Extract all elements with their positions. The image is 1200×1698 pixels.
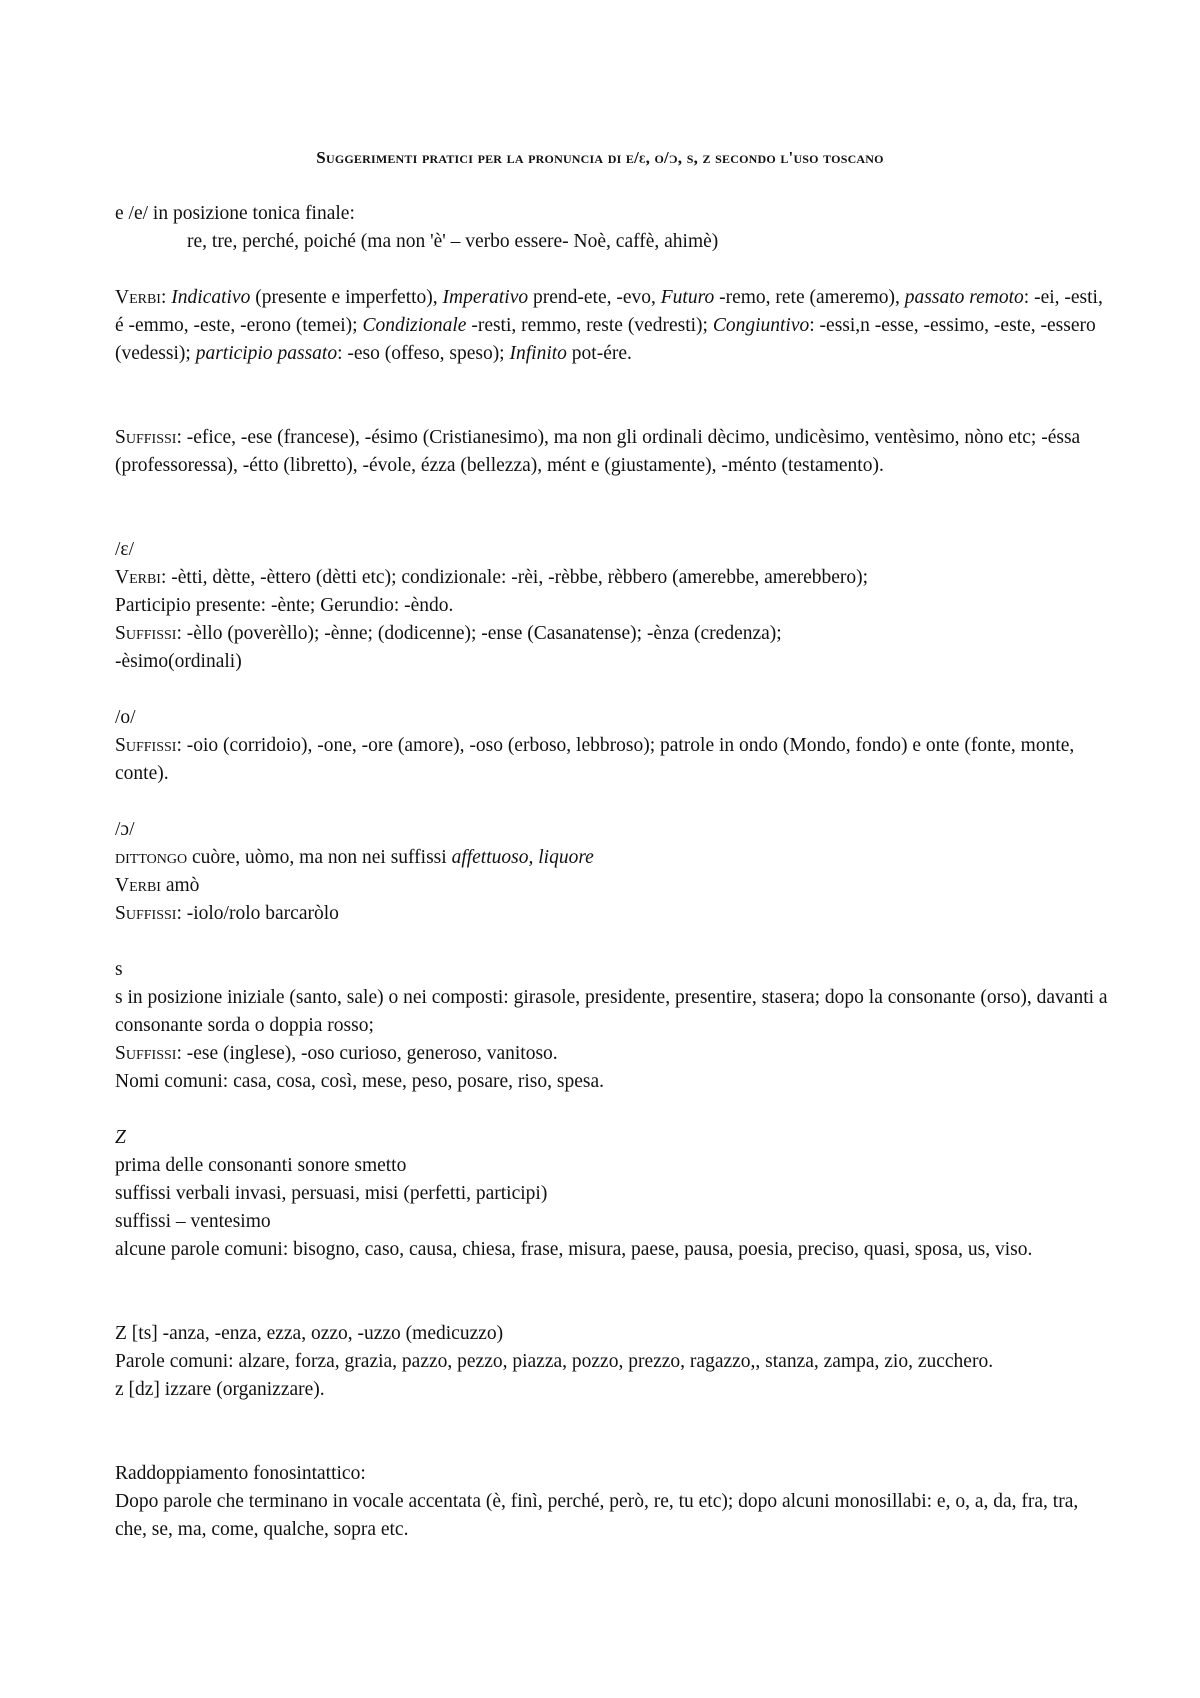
z-voiced-heading: Z [115, 1127, 126, 1148]
section-s [115, 956, 1115, 1096]
z-voiced-line2: suffissi verbali invasi, persuasi, misi (perfetti, participi) [115, 1183, 548, 1204]
verbi-label: Verbi [115, 287, 161, 308]
suffissi-e-paragraph: Suffissi: -efice, -ese (francese), -ésimo (Cristianesimo), ma non gli ordinali dècimo, undicèsimo, ventèsimo, nòno etc; -éssa (professoressa), -étto (libretto), -évole, ézza (bellezza), mént e (giustamente), -ménto (testamento). [115, 427, 1081, 476]
section-o-closed [115, 704, 1115, 788]
section-z-voiced [115, 1124, 1115, 1264]
e-closed-examples: re, tre, perché, poiché (ma non 'è' – verbo essere- Noè, caffè, ahimè) [187, 231, 719, 252]
o-closed-suffissi: Suffissi: -oio (corridoio), -one, -ore (amore), -oso (erboso, lebbroso); patrole in ondo (Mondo, fondo) e onte (fonte, monte, conte). [115, 735, 1075, 784]
section-z [115, 1320, 1115, 1404]
raddoppiamento-text: Dopo parole che terminano in vocale accentata (è, finì, perché, però, re, tu etc); dopo alcuni monosillabi: e, o, a, da, fra, tra, che, se, ma, come, qualche, sopra etc. [115, 1491, 1079, 1540]
s-heading: s [115, 959, 123, 980]
o-open-dittongo: dittongo cuòre, uòmo, ma non nei suffissi affettuoso, liquore [115, 847, 594, 868]
section-o-open [115, 816, 1115, 928]
e-open-participio: Participio presente: -ènte; Gerundio: -èndo. [115, 595, 454, 616]
raddoppiamento-heading: Raddoppiamento fonosintattico: [115, 1463, 366, 1484]
section-raddoppiamento [115, 1460, 1115, 1544]
section-e-closed [115, 200, 1115, 256]
z-ts-line: Z [ts] -anza, -enza, ezza, ozzo, -uzzo (medicuzzo) [115, 1323, 504, 1344]
section-verbi-e [115, 284, 1115, 368]
e-open-suffissi: Suffissi: -èllo (poverèllo); -ènne; (dodicenne); -ense (Casanatense); -ènza (credenza); [115, 623, 782, 644]
e-open-verbi: Verbi: -ètti, dètte, -èttero (dètti etc); condizionale: -rèi, -rèbbe, rèbbero (amerebbe, amerebbero); [115, 567, 869, 588]
suffissi-label: Suffissi [115, 427, 177, 448]
o-open-heading: /ɔ/ [115, 819, 135, 840]
s-suffissi: Suffissi: -ese (inglese), -oso curioso, generoso, vanitoso. [115, 1043, 558, 1064]
o-open-suffissi: Suffissi: -iolo/rolo barcaròlo [115, 903, 339, 924]
e-closed-intro: e /e/ in posizione tonica finale: [115, 203, 355, 224]
e-open-heading: /ɛ/ [115, 539, 135, 560]
z-voiced-line3: suffissi – ventesimo [115, 1211, 271, 1232]
z-voiced-line4: alcune parole comuni: bisogno, caso, causa, chiesa, frase, misura, paese, pausa, poesia, preciso, quasi, sposa, us, viso. [115, 1239, 1033, 1260]
o-closed-heading: /o/ [115, 707, 136, 728]
z-dz-line: z [dz] izzare (organizzare). [115, 1379, 325, 1400]
section-suffissi-e [115, 424, 1115, 480]
s-rule: s in posizione iniziale (santo, sale) o nei composti: girasole, presidente, presentire, stasera; dopo la consonante (orso), davanti a consonante sorda o doppia rosso; [115, 987, 1108, 1036]
document-title: Suggerimenti pratici per la pronuncia di e/ɛ, o/ɔ, s, z secondo l'uso toscano [316, 148, 884, 167]
z-voiced-line1: prima delle consonanti sonore smetto [115, 1155, 407, 1176]
o-open-verbi: Verbi amò [115, 875, 200, 896]
section-e-open [115, 536, 1115, 676]
s-nomi-comuni: Nomi comuni: casa, cosa, così, mese, peso, posare, riso, spesa. [115, 1071, 605, 1092]
z-parole-comuni: Parole comuni: alzare, forza, grazia, pazzo, pezzo, piazza, pozzo, prezzo, ragazzo,, stanza, zampa, zio, zucchero. [115, 1351, 994, 1372]
e-open-esimo: -èsimo(ordinali) [115, 651, 242, 672]
verbi-e-paragraph: Verbi: Indicativo (presente e imperfetto), Imperativo prend-ete, -evo, Futuro -remo, rete (ameremo), passato remoto: -ei, -esti, é -emmo, -este, -erono (temei); Condizionale -resti, remmo, reste (vedresti); Congiuntivo: -essi,n -esse, -essimo, -este, -essero (vedessi); participio passato: -eso (offeso, speso); Infinito pot-ére. [115, 287, 1103, 364]
